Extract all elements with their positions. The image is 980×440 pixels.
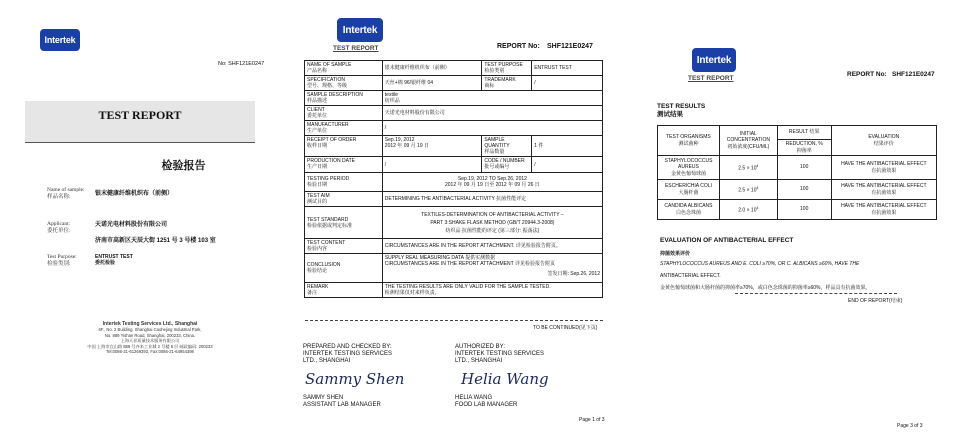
report-number: SHF121E0247 — [547, 43, 593, 50]
continued-note: TO BE CONTINUED(见下页) — [533, 325, 598, 331]
table-row: MANUFACTURER 生产单位 / — [305, 121, 603, 136]
intertek-logo: Intertek — [40, 29, 80, 51]
sample-name-value: 银末健康纤维机织布（前侧） — [95, 191, 174, 197]
intertek-logo: Intertek — [692, 48, 736, 72]
report-number: SHF121E0247 — [892, 71, 935, 78]
table-row: REMARK 备注 THE TESTING RESULTS ARE ONLY VALID FOR THE SAMPLE TESTED. 检测结果仅对来样负责。 — [305, 283, 603, 298]
applicant-label: Applicant: 委托单位: — [47, 221, 71, 234]
test-report-header: TEST REPORT — [688, 75, 734, 82]
report-page-3 — [640, 0, 980, 440]
divider — [305, 320, 603, 321]
page-number: Page 1 of 3 — [579, 417, 605, 423]
page-number: Page 3 of 3 — [897, 423, 923, 429]
authorized-by-name: HELIA WANG FOOD LAB MANAGER — [455, 395, 518, 408]
end-of-report: END OF REPORT(结束) — [848, 298, 903, 304]
title-box — [25, 101, 255, 172]
table-row: CANDIDA ALBICANS 白色念珠菌 $2.0 \times 10^4$ 100 HAVE THE ANTIBACTERIAL EFFECT 有抗菌效果 — [658, 200, 937, 220]
table-row: SAMPLE DESCRIPTION 样品描述 textile 纺织品 — [305, 91, 603, 106]
prepared-by-block: PREPARED AND CHECKED BY: INTERTEK TESTING SERVICES LTD., SHANGHAI — [303, 344, 393, 364]
authorized-by-block: AUTHORIZED BY: INTERTEK TESTING SERVICES LTD., SHANGHAI — [455, 344, 545, 364]
table-row: TEST CONTENT 检验内容 CIRCUMSTANCES ARE IN THE REPORT ATTACHMENT. 详见检验报告附页。 — [305, 239, 603, 254]
evaluation-criteria-cont: ANTIBACTERIAL EFFECT. — [660, 273, 721, 279]
table-row: RECEIPT OF ORDER 收样日期 Sep.19, 2012 2012 年 09 月 19 日 SAMPLE QUANTITY 样品数量 1 件 — [305, 136, 603, 157]
evaluation-criteria: STAPHYLOCOCCUS AUREUS AND E. COLI ≥70%, OR C. ALBICANS ≥60%, HAVE THE — [660, 261, 860, 267]
table-row: PRODUCTION DATE 生产日期 / CODE / NUMBER 批号或编号 / — [305, 157, 603, 173]
table-row: NAME OF SAMPLE 产品名称 银末健康纤维机织布（前侧） TEST PURPOSE 检验类别 ENTRUST TEST — [305, 61, 603, 76]
test-purpose-label: Test Purpose: 检验类别: — [47, 254, 77, 267]
report-number: No: SHF121E0247 — [218, 61, 265, 67]
test-purpose-value: ENTRUST TEST 委托检验 — [95, 254, 133, 266]
evaluation-title-cn: 抑菌效果评价 — [660, 251, 691, 257]
cover-page — [0, 0, 290, 440]
signature-helia-wang: Helia Wang — [461, 370, 549, 388]
table-row: CLIENT 委托单位 天诺光电材料股份有限公司 — [305, 106, 603, 121]
table-header-row: TEST ORGANISMS 测试菌种 INITIAL CONCENTRATION 初始浓度(CFU/ML) RESULT 结果 EVALUATION 结果评价 — [658, 126, 937, 140]
applicant-value: 天诺光电材料股份有限公司 — [95, 222, 168, 228]
report-number-label: REPORT No: — [847, 71, 887, 78]
signature-sammy-shen: Sammy Shen — [305, 370, 405, 388]
table-header-row: REDUCTION, % 抑菌率 — [658, 140, 937, 156]
results-table — [657, 125, 937, 220]
evaluation-title: EVALUATION OF ANTIBACTERIAL EFFECT — [660, 237, 794, 244]
evaluation-criteria-cn: 金黄色葡萄球菌和大肠杆菌的抑菌率≥70%，或白色念珠菌的抑菌率≥60%，样品具有抗菌效果。 — [660, 285, 871, 291]
prepared-by-name: SAMMY SHEN ASSISTANT LAB MANAGER — [303, 395, 381, 408]
title-en: TEST REPORT — [98, 108, 182, 122]
divider — [735, 293, 897, 294]
intertek-logo: Intertek — [337, 18, 383, 42]
table-row: TEST AIM 测试目的 DETERMINING THE ANTIBACTERIAL ACTIVITY 抗菌性能评定 — [305, 192, 603, 207]
table-row: CONCLUSION 检验结论 SUPPLY REAL MEASURING DATA 提供实测数据 CIRCUMSTANCES ARE IN THE REPORT ATTACHMENT 详见检验报告附页 签发日期: Sep.26, 2012 — [305, 254, 603, 283]
applicant-address: 济南市高新区天辰大街 1251 号 3 号楼 103 室 — [95, 238, 216, 244]
table-row: TEST STANDARD 检验依据或判定标准 TEXTILES-DETERMINATION OF ANTIBACTERIAL ACTIVITY – PART 3:SHAKE FLASK METHOD (GB/T 20944.3-2008) 纺织品 抗菌性能的评定 (第三部分: 振荡法) — [305, 207, 603, 239]
sample-info-table — [304, 60, 603, 298]
test-report-header: TEST REPORT — [333, 45, 379, 52]
report-number-label: REPORT No: — [497, 43, 540, 50]
title-cn: 检验报告 — [161, 160, 206, 172]
table-row: TESTING PERIOD 检验日期 Sep.19, 2012 TO Sep.26, 2012 2012 年 09 月 19 日至 2012 年 09 月 26 日 — [305, 173, 603, 192]
report-page-1 — [295, 0, 635, 440]
table-row: ESCHERICHIA COLI 大肠杆菌 $2.5 \times 10^4$ 100 HAVE THE ANTIBACTERIAL EFFECT 有抗菌效果 — [658, 180, 937, 200]
table-row: STAPHYLOCOCCUS AUREUS 金黄色葡萄球菌 $2.5 \times 10^4$ 100 HAVE THE ANTIBACTERIAL EFFECT 有抗菌效果 — [658, 156, 937, 180]
results-title: TEST RESULTS 测试结果 — [657, 103, 706, 118]
table-row: SPECIFICATION 型号、规格、等级 天丝+棉 96/银纤维 04 TRADEMARK 商标 / — [305, 76, 603, 91]
sample-name-label: Name of sample: 样品名称: — [47, 187, 85, 200]
company-footer: Intertek Testing Services Ltd., Shanghai 6F., No. 2 Building, Shanghai Caohejing Industrial Park, No. 889 Yishan Road, Shanghai, 200233, China. 上海天祥质量技术服务有限公司 中国 上海市宜山路 889 号齐来工业城 2 号楼 6 层 邮政编码: 200233 Tel:0086-21-61269393, Fax:0086-21-64954398 — [87, 321, 213, 355]
